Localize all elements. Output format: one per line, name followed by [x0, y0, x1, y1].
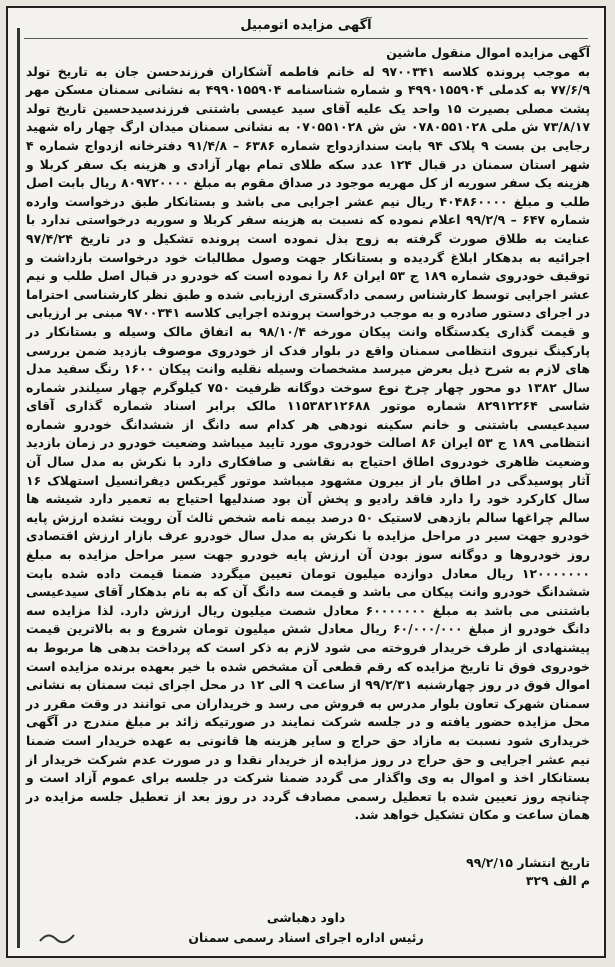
notice-page — [6, 6, 606, 958]
signer-name: داود دهباشی — [266, 910, 346, 925]
notice-subtitle: آگهی مزایده اموال منقول ماشین — [386, 45, 590, 60]
margin-rule — [17, 28, 20, 948]
signer-title: رئیس اداره اجرای اسناد رسمی سمنان — [188, 930, 424, 945]
title-divider — [24, 38, 588, 39]
publish-date: تاریخ انتشار ۹۹/۲/۱۵ — [466, 855, 590, 870]
notice-body — [26, 44, 590, 825]
notice-title: آگهی مزایده اتومبیل — [240, 18, 372, 33]
signature-block — [8, 908, 604, 948]
notice-text: به موجب پرونده کلاسه ۹۷۰۰۳۴۱ له خانم فاطمه آشکاران فرزندحسن جان به تاریخ تولد ۷۷/۶/۹ به کدملی ۴۹۹۰۱۵۵۹۰۴ و شماره شناسنامه ۴۹۹۰۱۵۵۹۰۴ به نشانی سمنان مسکن مهر پشت مصلی بصیرت ۱۵ واحد یک علیه آقای سید عیسی باشتنی فرزندسیدحسین تاریخ تولد ۷۳/۸/۱۷ ش ملی ۰۷۸۰۵۵۱۰۲۸ ش ش ۰۷۰۵۵۱۰۲۸ به نشانی سمنان میدان ارگ چهار راه شهید رجایی بن بست ۹ پلاک ۹۴ بابت سندازدواج شماره ۶۳۸۶ – ۹۱/۴/۸ دفترخانه ازدواج شماره ۴ شهر استان سمنان در قبال ۱۲۴ عدد سکه طلای تمام بهار آزادی و هزینه یک سفر کربلا و هزینه یک سفر سوریه از کل مهریه موجود در صداق مقوم به مبلغ ۸۰۹۷۲۰۰۰۰ ریال بابت اصل طلب و مبلغ ۴۰۴۸۶۰۰۰۰ ریال نیم عشر اجرایی می باشد و بستانکار طبق درخواست وارده شماره ۶۴۷ – ۹۹/۲/۹ اعلام نموده که نسبت به هزینه سفر کربلا و سوریه درخواستی ندارد با عنایت به طلاق صورت گرفته به زوج بذل نموده است پرونده تشکیل و در تاریخ ۹۷/۴/۲۴ اجرائیه به بدهکار ابلاغ گردیده و بستانکار جهت وصول مطالبات خود درخواست بازداشت و توقیف خودروی شماره ۱۸۹ ج ۵۳ ایران ۸۶ را نموده است که خودرو در قبال اصل طلب و نیم عشر اجرایی توسط کارشناس رسمی دادگستری ارزیابی شده و طبق نظر کارشناسی احتراما در اجرای دستور صادره و به موجب درخواست پرونده اجرایی کلاسه ۹۷۰۰۳۴۱ مبنی بر ارزیابی و قیمت گذاری یکدستگاه وانت پیکان مورخه ۹۸/۱۰/۴ به اتفاق مالک وسیله و بستانکار در پارکینگ نیروی انتظامی سمنان واقع در بلوار فدک از خودروی موصوف بازدید ضمن بررسی های لازم به شرح ذیل بعرض میرسد مشخصات وسیله نقلیه وانت پیکان ۱۶۰۰ رنگ سفید مدل سال ۱۳۸۲ دو محور چهار چرخ نوع سوخت دوگانه ظرفیت ۷۵۰ کیلوگرم چهار سیلندر شماره شاسی ۸۲۹۱۲۲۶۴ شماره موتور ۱۱۵۳۸۲۱۲۶۸۸ مالک برابر اسناد شماره گذاری آقای سیدعیسی باشتنی و خانم سکینه نودهی هر کدام سه دانگ از ششدانگ خودرو شماره انتظامی ۱۸۹ ج ۵۳ ایران ۸۶ اصالت خودروی مورد تایید میباشد وضعیت خودرو در زمان بازدید وضعیت ظاهری خودروی اطاق احتیاج به نقاشی و صافکاری دارد با نکرش به مدل سال آن آثار پوسیدگی در اطاق بار از بیرون مشهود میباشد موتور گیربکس دیفرانسیل استهلاک ۱۶ سال کارکرد خود را دارد فاقد رادیو و پخش آن بود صندلیها احتیاج به تعمیر دارد شیشه ها سالم چراغها سالم بازدهی لاستیک ۵۰ درصد بیمه نامه شخص ثالث آن رویت نشده ارزش پایه خودرو جهت سیر در مراحل مزایده با نکرش به مدل سال خودرو عرف بازار ارزش اقتصادی روز خودروها و دوگانه سوز بودن آن ارزش پایه خودرو جهت سیر مراحل مزایده به مبلغ ۱۲۰۰۰۰۰۰۰ ریال معادل دوازده میلیون تومان تعیین میگردد ضمنا قیمت داده شده بابت ششدانگ خودرو وانت پیکان می باشد و قیمت سه دانگ آن که به نام بدهکار آقای سیدعیسی باشتنی می باشد به مبلغ ۶۰۰۰۰۰۰۰ معادل شصت میلیون ریال ارزش دارد. لذا مزایده سه دانگ خودرو از مبلغ ۶۰/۰۰۰/۰۰۰ ریال معادل شش میلیون تومان شروع و به بالاترین قیمت پیشنهادی از طرف خریدار فروخته می شود لازم به ذکر است که پرداخت بدهی ها مربوط به خودروی فوق تا تاریخ مزایده که رقم قطعی آن مشخص شده با خیر بعهده برنده مزایده است اموال فوق در روز چهارشنبه ۹۹/۲/۳۱ از ساعت ۹ الی ۱۲ در محل اجرای ثبت سمنان به نشانی سمنان شهرک تعاون بلوار مدرس به فروش می رسد و خریداران می توانند در وقت مقرر در محل مزایده حضور یافته و در جلسه شرکت نمایند در صورتیکه زائد بر مبلغ مندرج در آگهی خریداری شود نسبت به مازاد حق حراج و سایر هزینه ها قانونی به عهده خریدار است ضمنا نیم عشر اجرایی و حق حراج در روز مزایده از خریدار نقدا و در صورت عدم شرکت خریدار از بستانکار اخذ و اموال به وی واگذار می گردد ضمنا شرکت در جلسه برای عموم آزاد است و چنانچه روز تعیین شده با تعطیل رسمی مصادف گردد در روز بعد از تعطیل جلسه مزایده در همان ساعت و مکان تشکیل خواهد شد. — [26, 63, 591, 823]
publication-info — [466, 854, 590, 890]
reference-number: م الف ۳۲۹ — [525, 873, 590, 888]
handwritten-mark — [38, 928, 78, 952]
